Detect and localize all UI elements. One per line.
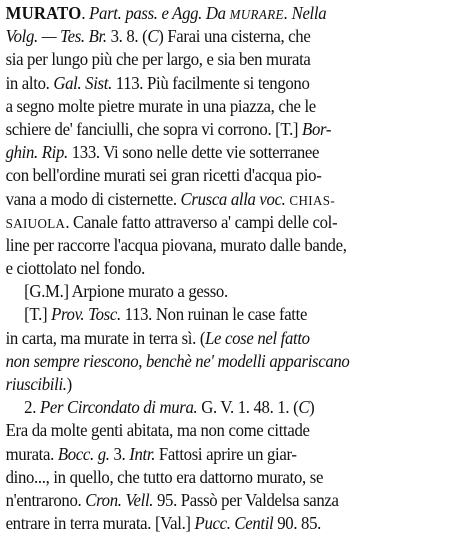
entry-line bbox=[6, 2, 467, 25]
italic-citation: Bocc. g. bbox=[57, 443, 110, 464]
italic-citation: . bbox=[283, 3, 292, 23]
text-run: 90. 85. bbox=[273, 513, 322, 534]
italic-citation: Crusca alla voc. bbox=[180, 188, 286, 209]
entry-line bbox=[6, 72, 467, 95]
text-run: G. V. 1. 48. 1. ( bbox=[197, 397, 299, 418]
italic-citation: C bbox=[147, 26, 159, 47]
text-run: Era da molte genti abitata, ma non come cittade bbox=[5, 420, 310, 441]
entry-line bbox=[6, 466, 467, 489]
text-run: vana a modo di cisternette. bbox=[5, 188, 181, 209]
entry-line bbox=[6, 188, 467, 211]
entry-line bbox=[6, 25, 467, 48]
text-run: entrare in terra murata. [Val.] bbox=[5, 513, 195, 534]
text-run: 95. Passò per Valdelsa sanza bbox=[153, 489, 339, 510]
text-run: con bell'ordine murati sei gran ricetti d'acqua pio- bbox=[5, 165, 322, 186]
italic-citation: Per Circondato di mura. bbox=[39, 397, 198, 418]
italic-citation: Volg. — Tes. Br. bbox=[5, 26, 107, 47]
entry-line bbox=[6, 303, 467, 326]
entry-line bbox=[6, 373, 467, 396]
entry-line bbox=[6, 48, 467, 71]
headword: MURATO bbox=[5, 3, 82, 23]
text-run: 113. Più facilmente si tengono bbox=[111, 72, 310, 93]
text-run: [G.M.] Arpione murato a gesso. bbox=[24, 281, 228, 302]
text-run: a segno molte pietre murate in una piazza, che le bbox=[5, 95, 316, 116]
text-run: Fattosi aprire un giar- bbox=[155, 443, 297, 464]
entry-line bbox=[6, 234, 467, 257]
text-run: sia per lungo più che per largo, e sia ben murata bbox=[5, 49, 311, 70]
italic-citation: Cron. Vell. bbox=[85, 489, 154, 510]
text-run: n'entrarono. bbox=[5, 489, 86, 510]
text-run: line per raccorre l'acqua piovana, murato dalle bande, bbox=[5, 234, 347, 255]
entry-line bbox=[6, 164, 467, 187]
italic-citation: Prov. Tosc. bbox=[51, 304, 121, 325]
italic-citation: Intr. bbox=[129, 443, 156, 464]
italic-citation: C bbox=[298, 397, 310, 418]
text-run: 133. Vi sono nelle dette vie sotterranee bbox=[67, 142, 320, 163]
text-run: schiere de' fanciulli, che sopra vi corrono. [T.] bbox=[5, 118, 303, 139]
entry-line bbox=[6, 443, 467, 466]
italic-citation: Pucc. Centil bbox=[194, 513, 274, 534]
text-run: . bbox=[81, 3, 90, 23]
text-run: 3. bbox=[109, 443, 130, 464]
entry-line bbox=[6, 95, 467, 118]
italic-citation: Bor- bbox=[302, 118, 332, 139]
entry-line bbox=[6, 396, 467, 419]
italic-citation: ghin. Rip. bbox=[5, 142, 68, 163]
small-caps-term: SAIUOLA bbox=[5, 216, 66, 232]
text-run: 113. Non ruinan le case fatte bbox=[120, 304, 308, 325]
cross-reference: MURARE bbox=[229, 8, 284, 23]
entry-line bbox=[6, 350, 467, 373]
entry-line bbox=[6, 141, 467, 164]
italic-citation: riuscibili. bbox=[5, 374, 67, 394]
entry-line bbox=[6, 489, 467, 512]
text-run: [T.] bbox=[24, 304, 52, 325]
text-run: ) bbox=[66, 374, 72, 394]
text-run: 3. 8. ( bbox=[106, 26, 148, 47]
text-run: dino..., in quello, che tutto era dattorno murato, se bbox=[5, 466, 324, 487]
text-run: 2. bbox=[24, 397, 40, 418]
entry-line bbox=[6, 327, 467, 350]
text-run: ) bbox=[309, 397, 315, 418]
italic-citation: Nella bbox=[291, 3, 327, 23]
entry-line bbox=[6, 211, 467, 234]
italic-citation: non sempre riescono, benchè ne' modelli appariscano bbox=[5, 350, 350, 371]
text-run: murata. bbox=[5, 443, 58, 464]
italic-citation: Part. pass. e Agg. Da bbox=[89, 3, 230, 23]
italic-citation: Le cose nel fatto bbox=[205, 327, 310, 348]
entry-line bbox=[6, 280, 467, 303]
entry-line bbox=[6, 419, 467, 442]
italic-citation: Gal. Sist. bbox=[53, 72, 112, 93]
text-run: ) Farai una cisterna, che bbox=[158, 26, 311, 47]
text-run: . Canale fatto attraverso a' campi delle col- bbox=[65, 211, 338, 232]
small-caps-term: CHIAS- bbox=[289, 193, 336, 209]
entry-line bbox=[6, 512, 467, 535]
text-run: e ciottolato nel fondo. bbox=[5, 258, 146, 279]
text-run: in alto. bbox=[5, 72, 54, 93]
entry-line bbox=[6, 118, 467, 141]
text-run: in carta, ma murate in terra sì. ( bbox=[5, 327, 206, 348]
entry-line bbox=[6, 257, 467, 280]
